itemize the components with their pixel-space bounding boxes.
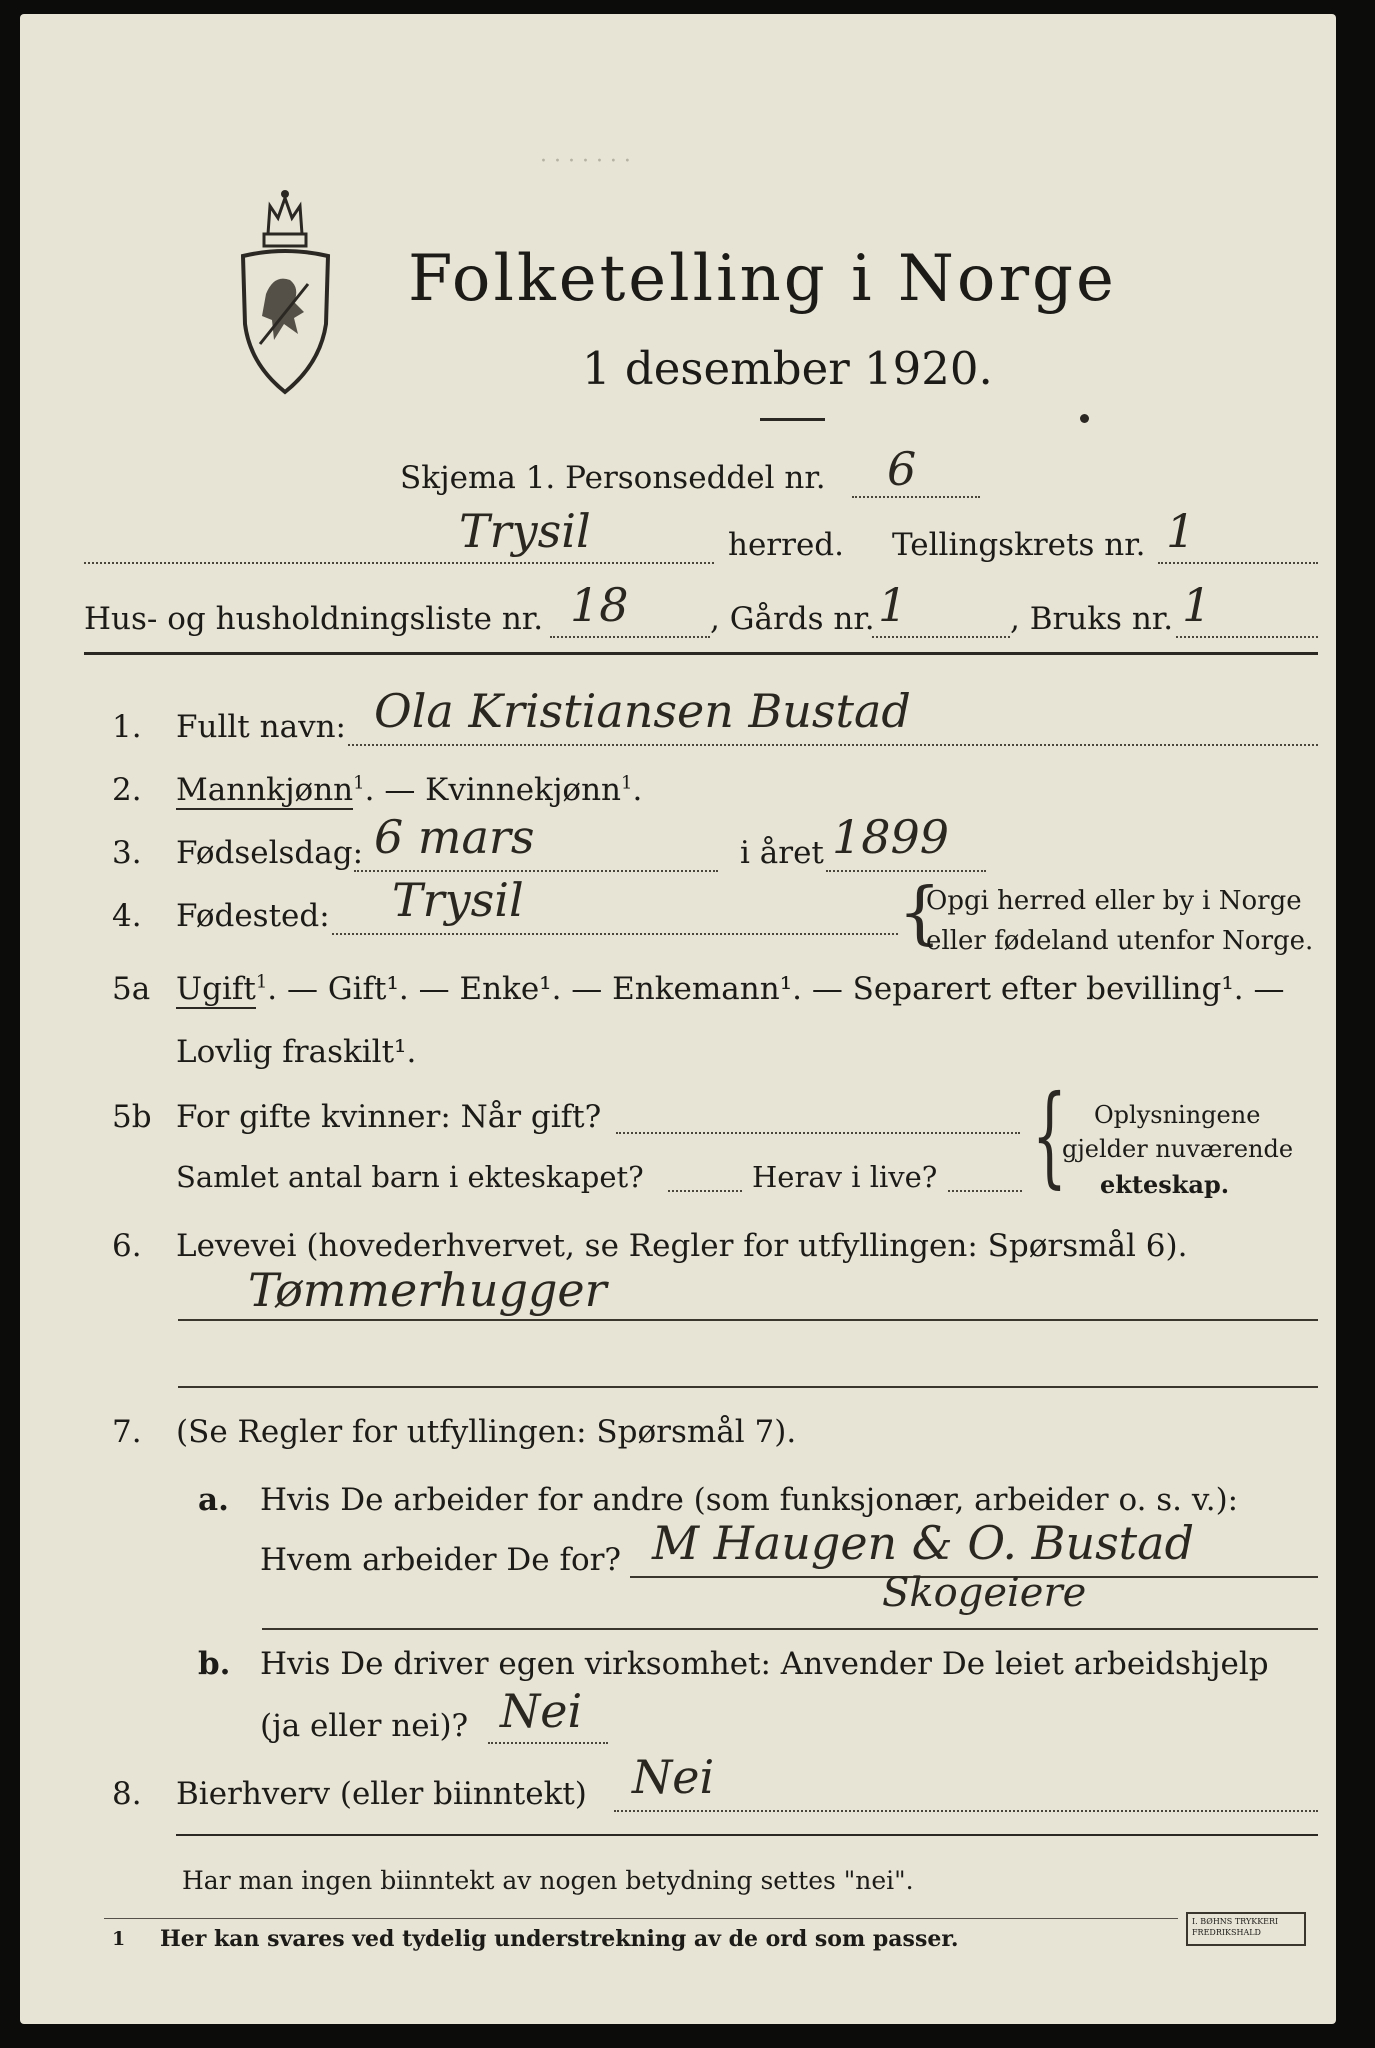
lovlig-fraskilt-option[interactable]: Lovlig fraskilt¹.	[176, 1034, 417, 1070]
bruks-label: , Bruks nr.	[1010, 601, 1174, 637]
q5b-number: 5b	[112, 1099, 152, 1135]
q7-label: (Se Regler for utfyllingen: Spørsmål 7).	[176, 1414, 797, 1450]
q7a-line2: Hvem arbeider De for?	[260, 1542, 622, 1578]
hired-help-field[interactable]	[488, 1684, 608, 1744]
herred-value: Trysil	[459, 504, 591, 558]
q7-number: 7.	[112, 1414, 142, 1450]
q7b-line1: Hvis De driver egen virksomhet: Anvender De leiet arbeidshjelp	[260, 1646, 1269, 1682]
schema-label: Skjema 1. Personseddel nr.	[400, 460, 826, 496]
q4-brace: {	[898, 874, 942, 953]
q7b-line2: (ja eller nei)?	[260, 1708, 469, 1744]
full-name-field[interactable]	[348, 684, 1318, 746]
q5b-note-line3: ekteskap.	[1100, 1170, 1230, 1199]
gards-label: , Gårds nr.	[710, 601, 875, 637]
birthplace-field[interactable]	[332, 873, 898, 935]
q1-label: Fullt navn:	[176, 709, 346, 745]
tellingskrets-value: 1	[1166, 504, 1196, 558]
q5b-alive-label: Herav i live?	[752, 1160, 938, 1194]
footer-rule	[176, 1834, 1318, 1836]
birthday-value: 6 mars	[374, 810, 535, 864]
married-when-field[interactable]	[616, 1094, 1020, 1134]
employer-value-2: Skogeiere	[882, 1570, 1087, 1616]
form-date: 1 desember 1920.	[582, 342, 993, 395]
q6-label: Levevei (hovederhvervet, se Regler for utfyllingen: Spørsmål 6).	[176, 1228, 1188, 1264]
occupation-value: Tømmerhugger	[248, 1263, 607, 1317]
employer-value: M Haugen & O. Bustad	[652, 1516, 1195, 1570]
ugift-option[interactable]: Ugift	[176, 971, 256, 1007]
bruks-field[interactable]	[1176, 578, 1318, 638]
mannkjonn-option[interactable]: Mannkjønn	[176, 772, 354, 808]
q4-note-line2: eller fødeland utenfor Norge.	[926, 926, 1314, 956]
personseddel-field[interactable]	[852, 442, 980, 498]
q5a-number: 5a	[112, 971, 151, 1007]
footnote-number: 1	[112, 1928, 126, 1950]
birth-year-field[interactable]	[826, 810, 986, 872]
q5b-children-label: Samlet antal barn i ekteskapet?	[176, 1160, 644, 1194]
q5b-brace: {	[1032, 1071, 1067, 1199]
tellingskrets-field[interactable]	[1158, 504, 1318, 564]
q5a-text: Ugift$^1$. — Gift¹. — Enke¹. — Enkemann¹. — Separert efter bevilling¹. —	[176, 971, 1285, 1007]
q3-label: Fødselsdag:	[176, 835, 364, 871]
footnote-text: Her kan svares ved tydelig understrekning av de ord som passer.	[160, 1926, 959, 1952]
q2-number: 2.	[112, 772, 142, 808]
coat-of-arms-icon	[238, 184, 333, 399]
census-form-page	[20, 14, 1336, 2024]
kvinnekjonn-option[interactable]: Kvinnekjønn	[425, 772, 622, 808]
footnote-rule	[104, 1918, 1178, 1919]
q8-number: 8.	[112, 1776, 142, 1812]
gards-value: 1	[878, 578, 908, 632]
household-label: Hus- og husholdningsliste nr.	[84, 601, 544, 637]
birth-year-value: 1899	[832, 810, 950, 864]
year-label: i året	[740, 835, 824, 871]
personseddel-nr-value: 6	[887, 442, 917, 496]
herred-label: herred.	[728, 527, 844, 563]
q5b-line1: For gifte kvinner: Når gift?	[176, 1099, 602, 1135]
occupation-field[interactable]	[178, 1263, 1318, 1321]
ink-spot	[1080, 414, 1089, 423]
side-income-value: Nei	[632, 1750, 715, 1804]
bleed-through-text: · · · · · · ·	[540, 149, 631, 174]
gards-field[interactable]	[872, 578, 1010, 638]
q7b-letter: b.	[198, 1646, 231, 1682]
title-divider	[760, 418, 825, 421]
q5b-note-line2: gjelder nuværende	[1062, 1135, 1294, 1163]
herred-field[interactable]	[84, 504, 714, 564]
household-field[interactable]	[550, 578, 710, 638]
tellingskrets-label: Tellingskrets nr.	[892, 527, 1146, 563]
q6-number: 6.	[112, 1228, 142, 1264]
hired-help-value: Nei	[500, 1684, 583, 1738]
q5b-note-line1: Oplysningene	[1094, 1101, 1261, 1129]
q2-text: Mannkjønn$^1$. — Kvinnekjønn$^1$.	[176, 772, 643, 808]
employer-field-2[interactable]	[262, 1570, 1318, 1630]
bruks-value: 1	[1182, 578, 1212, 632]
q7a-line1: Hvis De arbeider for andre (som funksjonær, arbeider o. s. v.):	[260, 1482, 1239, 1518]
marital-status-options[interactable]: . — Gift¹. — Enke¹. — Enkemann¹. — Separert efter bevilling¹. —	[267, 971, 1285, 1007]
q4-label: Fødested:	[176, 898, 330, 934]
birthplace-value: Trysil	[392, 873, 524, 927]
q4-number: 4.	[112, 898, 142, 934]
q3-number: 3.	[112, 835, 142, 871]
q4-note-line1: Opgi herred eller by i Norge	[926, 886, 1302, 916]
side-income-field[interactable]	[614, 1750, 1318, 1812]
children-field[interactable]	[668, 1156, 742, 1192]
form-title: Folketelling i Norge	[408, 242, 1117, 316]
birthday-field[interactable]	[354, 810, 718, 872]
q1-number: 1.	[112, 709, 142, 745]
header-rule	[84, 652, 1318, 655]
alive-field[interactable]	[948, 1156, 1022, 1192]
q7a-letter: a.	[198, 1482, 229, 1518]
footer-note: Har man ingen biinntekt av nogen betydning settes "nei".	[182, 1866, 914, 1895]
q8-label: Bierhverv (eller biinntekt)	[176, 1776, 587, 1812]
household-value: 18	[570, 578, 629, 632]
printer-stamp: I. BØHNS TRYKKERI FREDRIKSHALD	[1186, 1912, 1306, 1946]
full-name-value: Ola Kristiansen Bustad	[374, 684, 911, 738]
occupation-field-2[interactable]	[178, 1352, 1318, 1388]
